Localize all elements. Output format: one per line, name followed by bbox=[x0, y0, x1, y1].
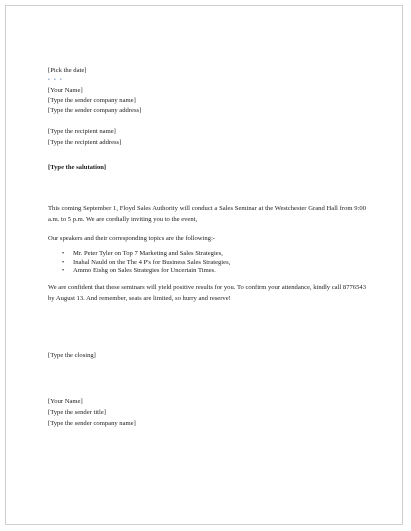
letter-page bbox=[5, 5, 403, 525]
signature-name-field[interactable]: [Your Name] bbox=[48, 398, 83, 405]
signature-company-field[interactable]: [Type the sender company name] bbox=[48, 420, 136, 427]
list-item: • Mr. Peter Tyler on Top 7 Marketing and Sales Strategies, bbox=[48, 250, 230, 259]
list-item: • Inahal Nauld on the The 4 P's for Business Sales Strategies, bbox=[48, 259, 230, 268]
body-paragraph-1: This coming September 1, Floyd Sales Authority will conduct a Sales Seminar at the Westchester Grand Hall from 9:00 a.m. to 5 p.m. We are cordially inviting you to the event, bbox=[48, 205, 366, 223]
signature-title-field[interactable]: [Type the sender title] bbox=[48, 409, 106, 416]
speaker-list bbox=[48, 250, 230, 276]
closing-field[interactable]: [Type the closing] bbox=[48, 352, 96, 359]
sender-name-field[interactable]: [Your Name] bbox=[48, 87, 83, 94]
sender-company-field[interactable]: [Type the sender company name] bbox=[48, 97, 136, 104]
body-paragraph-2: Our speakers and their corresponding topics are the following:- bbox=[48, 235, 215, 242]
list-item: • Ammo Eishg on Sales Strategies for Uncertain Times. bbox=[48, 267, 230, 276]
salutation-field[interactable]: [Type the salutation] bbox=[48, 164, 107, 171]
separator-dots: • • • bbox=[48, 78, 64, 83]
sender-address-field[interactable]: [Type the sender company address] bbox=[48, 107, 142, 114]
recipient-address-field[interactable]: [Type the recipient address] bbox=[48, 139, 122, 146]
date-field[interactable]: [Pick the date] bbox=[48, 67, 87, 74]
body-paragraph-3: We are confident that these seminars will yield positive results for you. To confirm your attendance, kindly call 8776543 by August 13. And remember, seats are limited, so hurry and reserve! bbox=[48, 284, 366, 302]
recipient-name-field[interactable]: [Type the recipient name] bbox=[48, 128, 116, 135]
